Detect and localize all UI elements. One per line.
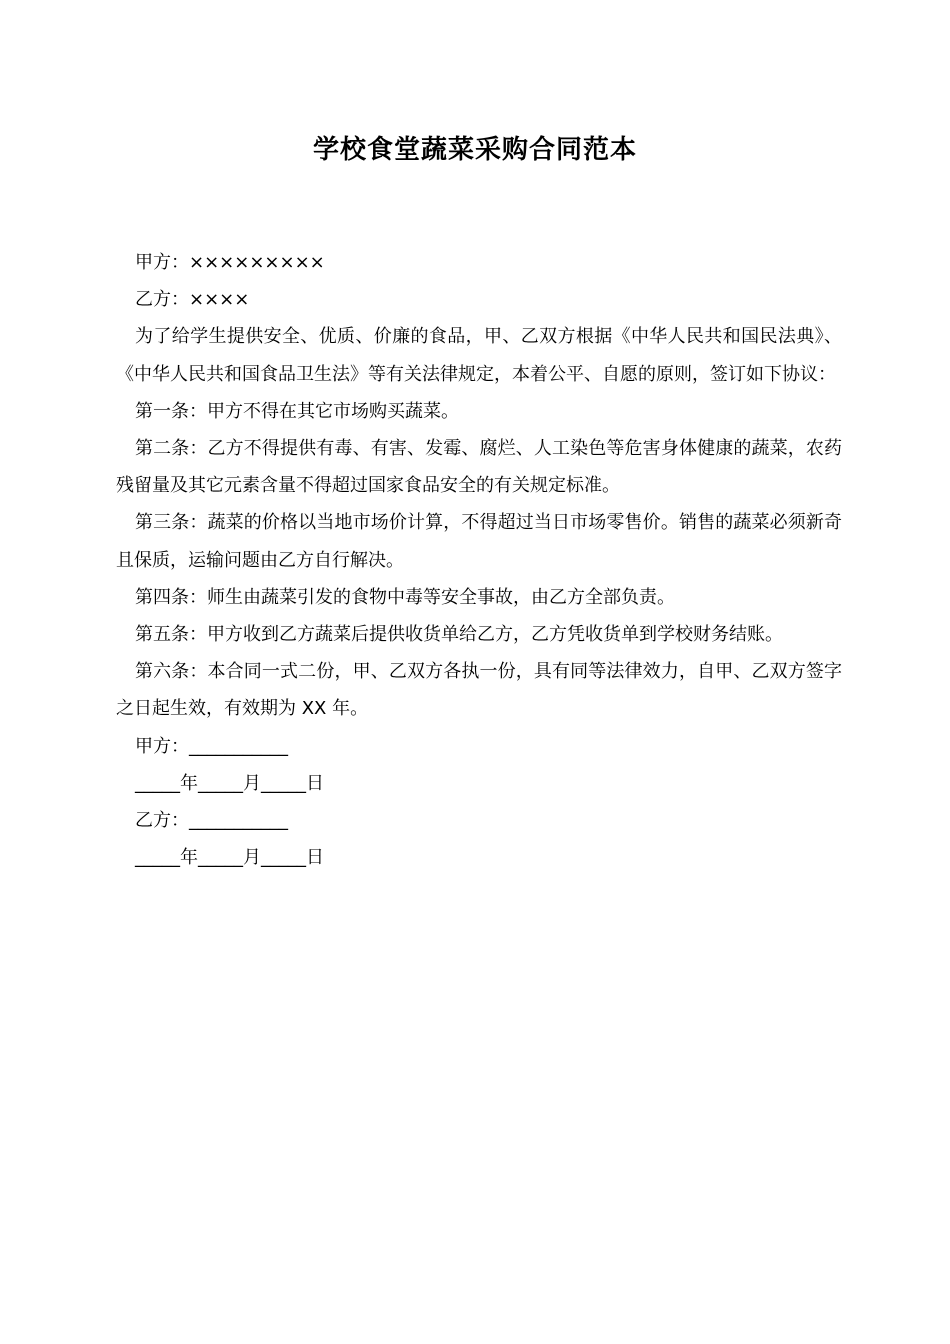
party-a-line: 甲方：××××××××× xyxy=(135,252,325,273)
party-a-signature: 甲方：___________ xyxy=(135,735,288,757)
party-b-signature: 乙方：___________ xyxy=(135,810,288,832)
article-1: 第一条：甲方不得在其它市场购买蔬菜。 xyxy=(135,400,459,422)
article-5: 第五条：甲方收到乙方蔬菜后提供收货单给乙方，乙方凭收货单到学校财务结账。 xyxy=(135,624,783,646)
party-a-date: _____年_____月_____日 xyxy=(135,772,324,794)
article-2: 第二条：乙方不得提供有毒、有害、发霉、腐烂、人工染色等危害身体健康的蔬菜，农药残留量及其它元素含量不得超过国家食品安全的有关规定标准。 xyxy=(116,438,842,497)
article-3: 第三条：蔬菜的价格以当地市场价计算，不得超过当日市场零售价。销售的蔬菜必须新奇且保质，运输问题由乙方自行解决。 xyxy=(116,512,842,571)
article-6: 第六条：本合同一式二份，甲、乙双方各执一份，具有同等法律效力，自甲、乙双方签字之日起生效，有效期为 XX 年。 xyxy=(116,661,842,720)
party-b-date: _____年_____月_____日 xyxy=(135,847,324,869)
preamble-paragraph: 为了给学生提供安全、优质、价廉的食品，甲、乙双方根据《中华人民共和国民法典》、《中华人民共和国食品卫生法》等有关法律规定，本着公平、自愿的原则，签订如下协议： xyxy=(116,326,842,385)
document-body xyxy=(116,244,842,876)
party-b-line: 乙方：×××× xyxy=(135,289,250,311)
article-4: 第四条：师生由蔬菜引发的食物中毒等安全事故，由乙方全部负责。 xyxy=(135,586,675,608)
document-title: 学校食堂蔬菜采购合同范本 xyxy=(312,135,637,165)
